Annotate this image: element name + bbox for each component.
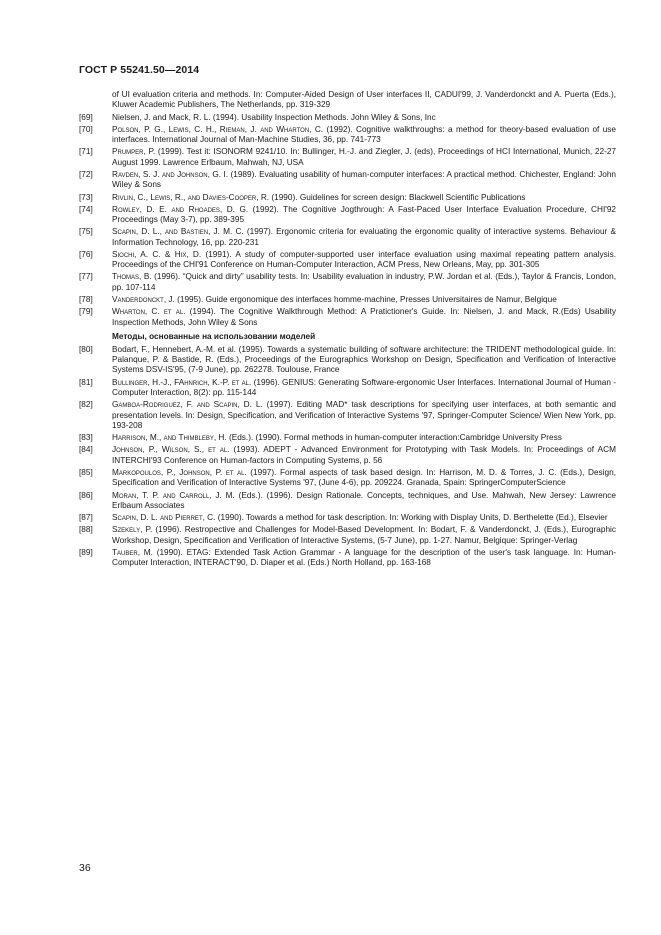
section-heading: Методы, основанные на использовании моделей (112, 332, 316, 342)
reference-authors: Harrison, M., and Thimbleby, H. (112, 433, 227, 443)
reference-number: [79] (79, 307, 93, 317)
reference-number: [80] (79, 344, 93, 354)
reference-number: [71] (79, 147, 93, 157)
reference-authors: Prumper, P. (112, 147, 156, 157)
reference-body: (1996). GENIUS: Generating Software-ergonomic User Interfaces. International Journal of Human - Computer Interaction, 8(2): pp. 115-144 (112, 377, 616, 398)
reference-text (112, 525, 616, 546)
reference-item (79, 445, 616, 466)
reference-item (79, 345, 616, 376)
reference-authors: Ravden, S. J. and Johnson, G. I. (112, 169, 229, 179)
reference-item (79, 113, 616, 123)
reference-body: (1989). Evaluating usability of human-computer interfaces: A practical method. Chichester, England: John Wiley & Sons (112, 169, 616, 190)
reference-item (79, 147, 616, 168)
reference-text (112, 193, 616, 203)
reference-authors: Rowley, D. E. and Rhoades, D. G. (112, 204, 249, 214)
reference-authors: Scapin, D. L. and Pierret, C. (112, 513, 216, 523)
reference-number: [89] (79, 547, 93, 557)
reference-number: [70] (79, 124, 93, 134)
reference-number: [77] (79, 272, 93, 282)
reference-text (112, 400, 616, 431)
reference-body: (1996). Restropective and Challenges for Model-Based Development. In: Bodart, F. & Vanderdonckt, J. (Eds.), Eurographic Workshop, Design, Specification and Verification of Interactive Systems, (5-7 June), pp. 1-27. Namur, Belgique: Springer-Verlag (112, 525, 616, 545)
reference-body: (1995). Guide ergonomique des interfaces homme-machine, Presses Universitaires de Namur, Belgique (174, 295, 557, 305)
reference-authors: Vanderdonckt, J. (112, 295, 175, 305)
reference-number: [87] (79, 513, 93, 523)
reference-body: (1993). ADEPT - Advanced Environment for Prototyping with Task Models. In: Proceedings of ACM INTERCHI'93 Conference on Human-factors in Computing Systems, p. 56 (112, 445, 616, 465)
reference-item (79, 548, 616, 569)
reference-body: (1997). Formal aspects of task based design. In: Harrison, M. D. & Torres, J. C. (Eds.), Design, Specification and Verification of Interactive Systems '97, (June 4-6), pp. 209224. Granada, Spain: SpringerComputerScience (112, 467, 616, 488)
reference-text (112, 250, 616, 271)
reference-text (112, 113, 616, 123)
document-header: ГОСТ Р 55241.50—2014 (79, 64, 200, 76)
reference-body: (1990). ETAG: Extended Task Action Grammar - A language for the description of the user's task language. In: Human-Computer Interaction, INTERACT'90, D. Diaper et al. (Eds.) North Holland, pp. 163-168 (112, 547, 616, 568)
reference-item (79, 400, 616, 431)
reference-text (112, 125, 616, 146)
reference-item (79, 307, 616, 328)
reference-text (112, 468, 616, 489)
reference-item (79, 295, 616, 305)
reference-body: Nielsen, J. and Mack, R. L. (1994). Usability Inspection Methods. John Wiley & Sons, Inc (112, 112, 436, 122)
reference-body: (1992). The Cognitive Jogthrough: A Fast-Paced User Interface Evaluation Procedure, CHI'92 Proceedings (May 3-7), pp. 389-395 (112, 204, 616, 225)
reference-item (79, 193, 616, 203)
reference-text (112, 491, 616, 512)
reference-text (112, 345, 616, 376)
reference-item (79, 513, 616, 523)
reference-body: Bodart, F., Hennebert, A.-M. et al. (1995). Towards a systematic building of software architecture: the TRIDENT methodological guide. In: Palanque, P. & Bastide, R. (Eds.), Proceedings of the Eurographics Workshop on Design, Specification and Verification of Interactive Systems DSV-IS'95, (7-9 June), pp. 262278. Toulouse, France (112, 344, 616, 375)
reference-authors: Tauber, M. (112, 547, 153, 557)
reference-item (79, 378, 616, 399)
reference-authors: Szekely, P. (112, 525, 153, 535)
reference-number: [83] (79, 433, 93, 443)
reference-text (112, 307, 616, 328)
reference-text (112, 378, 616, 399)
reference-item (79, 250, 616, 271)
reference-number: [82] (79, 400, 93, 410)
reference-list (79, 90, 616, 570)
reference-item (79, 227, 616, 248)
reference-text (112, 147, 616, 168)
reference-authors: Moran, T. P. and Carroll, J. M. (112, 490, 235, 500)
reference-continuation: of UI evaluation criteria and methods. In: Computer-Aided Design of User interfaces II, CADUI'99, J. Vanderdonckt and A. Puerta (Eds.), Kluwer Academic Publishers, The Netherlands, pp. 319-329 (112, 90, 616, 110)
reference-number: [75] (79, 227, 93, 237)
reference-body: (1992). Cognitive walkthroughs: a method for theory-based evaluation of use interfaces. International Journal of Man-Machine Studies, 36, pp. 741-773 (112, 124, 616, 145)
reference-group-model-based (79, 345, 616, 569)
reference-number: [72] (79, 169, 93, 179)
reference-group-evaluation (79, 113, 616, 328)
reference-text (112, 272, 616, 293)
reference-body: (Eds.). (1996). Design Rationale. Concepts, techniques, and Use. Mahwah, New Jersey: Lawrence Erlbaum Associates (112, 490, 616, 510)
reference-body: (1996). “Quick and dirty” usability tests. In: Usability evaluation in industry, P.W. Jordan et al. (Eds.), Taylor & Francis, London, pp. 107-114 (112, 272, 617, 292)
reference-item (79, 525, 616, 546)
reference-item (79, 491, 616, 512)
reference-number: [74] (79, 204, 93, 214)
reference-text (112, 295, 616, 305)
reference-authors: Johnson, P., Wilson, S., et al. (112, 445, 230, 455)
reference-number: [69] (79, 112, 93, 122)
reference-authors: Markopoulos, P., Johnson, P. et al. (112, 467, 247, 477)
reference-number: [78] (79, 295, 93, 305)
reference-item (79, 170, 616, 191)
reference-body: (1997). Editing MAD* task descriptions for specifying user interfaces, at both semantic and presentation levels. In: Design, Specification, and Verification of Interactive Systems '97, Springer-Computer Science/ Wien New York, pp. 193-208 (112, 400, 617, 431)
reference-authors: Polson, P. G., Lewis, C. H., Rieman, J. and Wharton, C. (112, 124, 324, 134)
reference-text (112, 205, 616, 226)
reference-text (112, 433, 616, 443)
reference-authors: Wharton, C. et al. (112, 307, 186, 317)
reference-item (79, 272, 616, 293)
reference-body: (1999). Test it: ISONORM 9241/10. In: Bullinger, H.-J. and Ziegler, J. (eds), Proceedings of HCI International, Munich, 22-27 August 1999. Lawrence Erlbaum, Mahwah, NJ, USA (112, 147, 616, 167)
reference-item (79, 433, 616, 443)
reference-authors: Scapin, D. L., and Bastien, J. M. C. (112, 227, 244, 237)
reference-text (112, 227, 616, 248)
reference-body: (1991). A study of computer-supported user interface evaluation using maximal repeating pattern analysis. Proceedings of the CHI'91 Conference on Human-Computer Interaction, ACM Press, New Orleans, May, pp. 301-305 (112, 249, 616, 270)
reference-number: [73] (79, 192, 93, 202)
reference-number: [85] (79, 467, 93, 477)
reference-number: [81] (79, 377, 93, 387)
reference-number: [88] (79, 525, 93, 535)
reference-body: (Eds.). (1990). Formal methods in human-computer interaction:Cambridge University Press (226, 433, 562, 443)
reference-body: (1990). Guidelines for screen design: Blackwell Scientific Publications (269, 192, 526, 202)
reference-body: (1990). Towards a method for task description. In: Working with Display Units, D. Berthelette (Ed.), Elsevier (215, 513, 608, 523)
reference-authors: Rivlin, C., Lewis, R., and Davies-Cooper, R. (112, 192, 270, 202)
reference-authors: Bullinger, H.-J., FAhnrich, K.-P. et al. (112, 377, 252, 387)
reference-text (112, 513, 616, 523)
reference-item (79, 125, 616, 146)
reference-number: [86] (79, 490, 93, 500)
page-number: 36 (79, 862, 91, 874)
reference-number: [84] (79, 445, 93, 455)
reference-body: (1997). Ergonomic criteria for evaluating the ergonomic quality of interactive systems. Behaviour & Information Technology, 16, pp. 220-231 (112, 227, 616, 247)
reference-authors: Gamboa-Rodriguez, F. and Scapin, D. L. (112, 400, 263, 410)
reference-authors: Siochi, A. C. & Hix, D. (112, 249, 202, 259)
reference-body: (1994). The Cognitive Walkthrough Method: A Pratictioner's Guide. In: Nielsen, J. and Mack, R.(Eds) Usability Inspection Methods, John Wiley & Sons (112, 307, 616, 327)
reference-text (112, 445, 616, 466)
reference-authors: Thomas, B. (112, 272, 152, 282)
reference-item (79, 468, 616, 489)
reference-text (112, 170, 616, 191)
reference-number: [76] (79, 249, 93, 259)
reference-text (112, 548, 616, 569)
reference-item (79, 205, 616, 226)
